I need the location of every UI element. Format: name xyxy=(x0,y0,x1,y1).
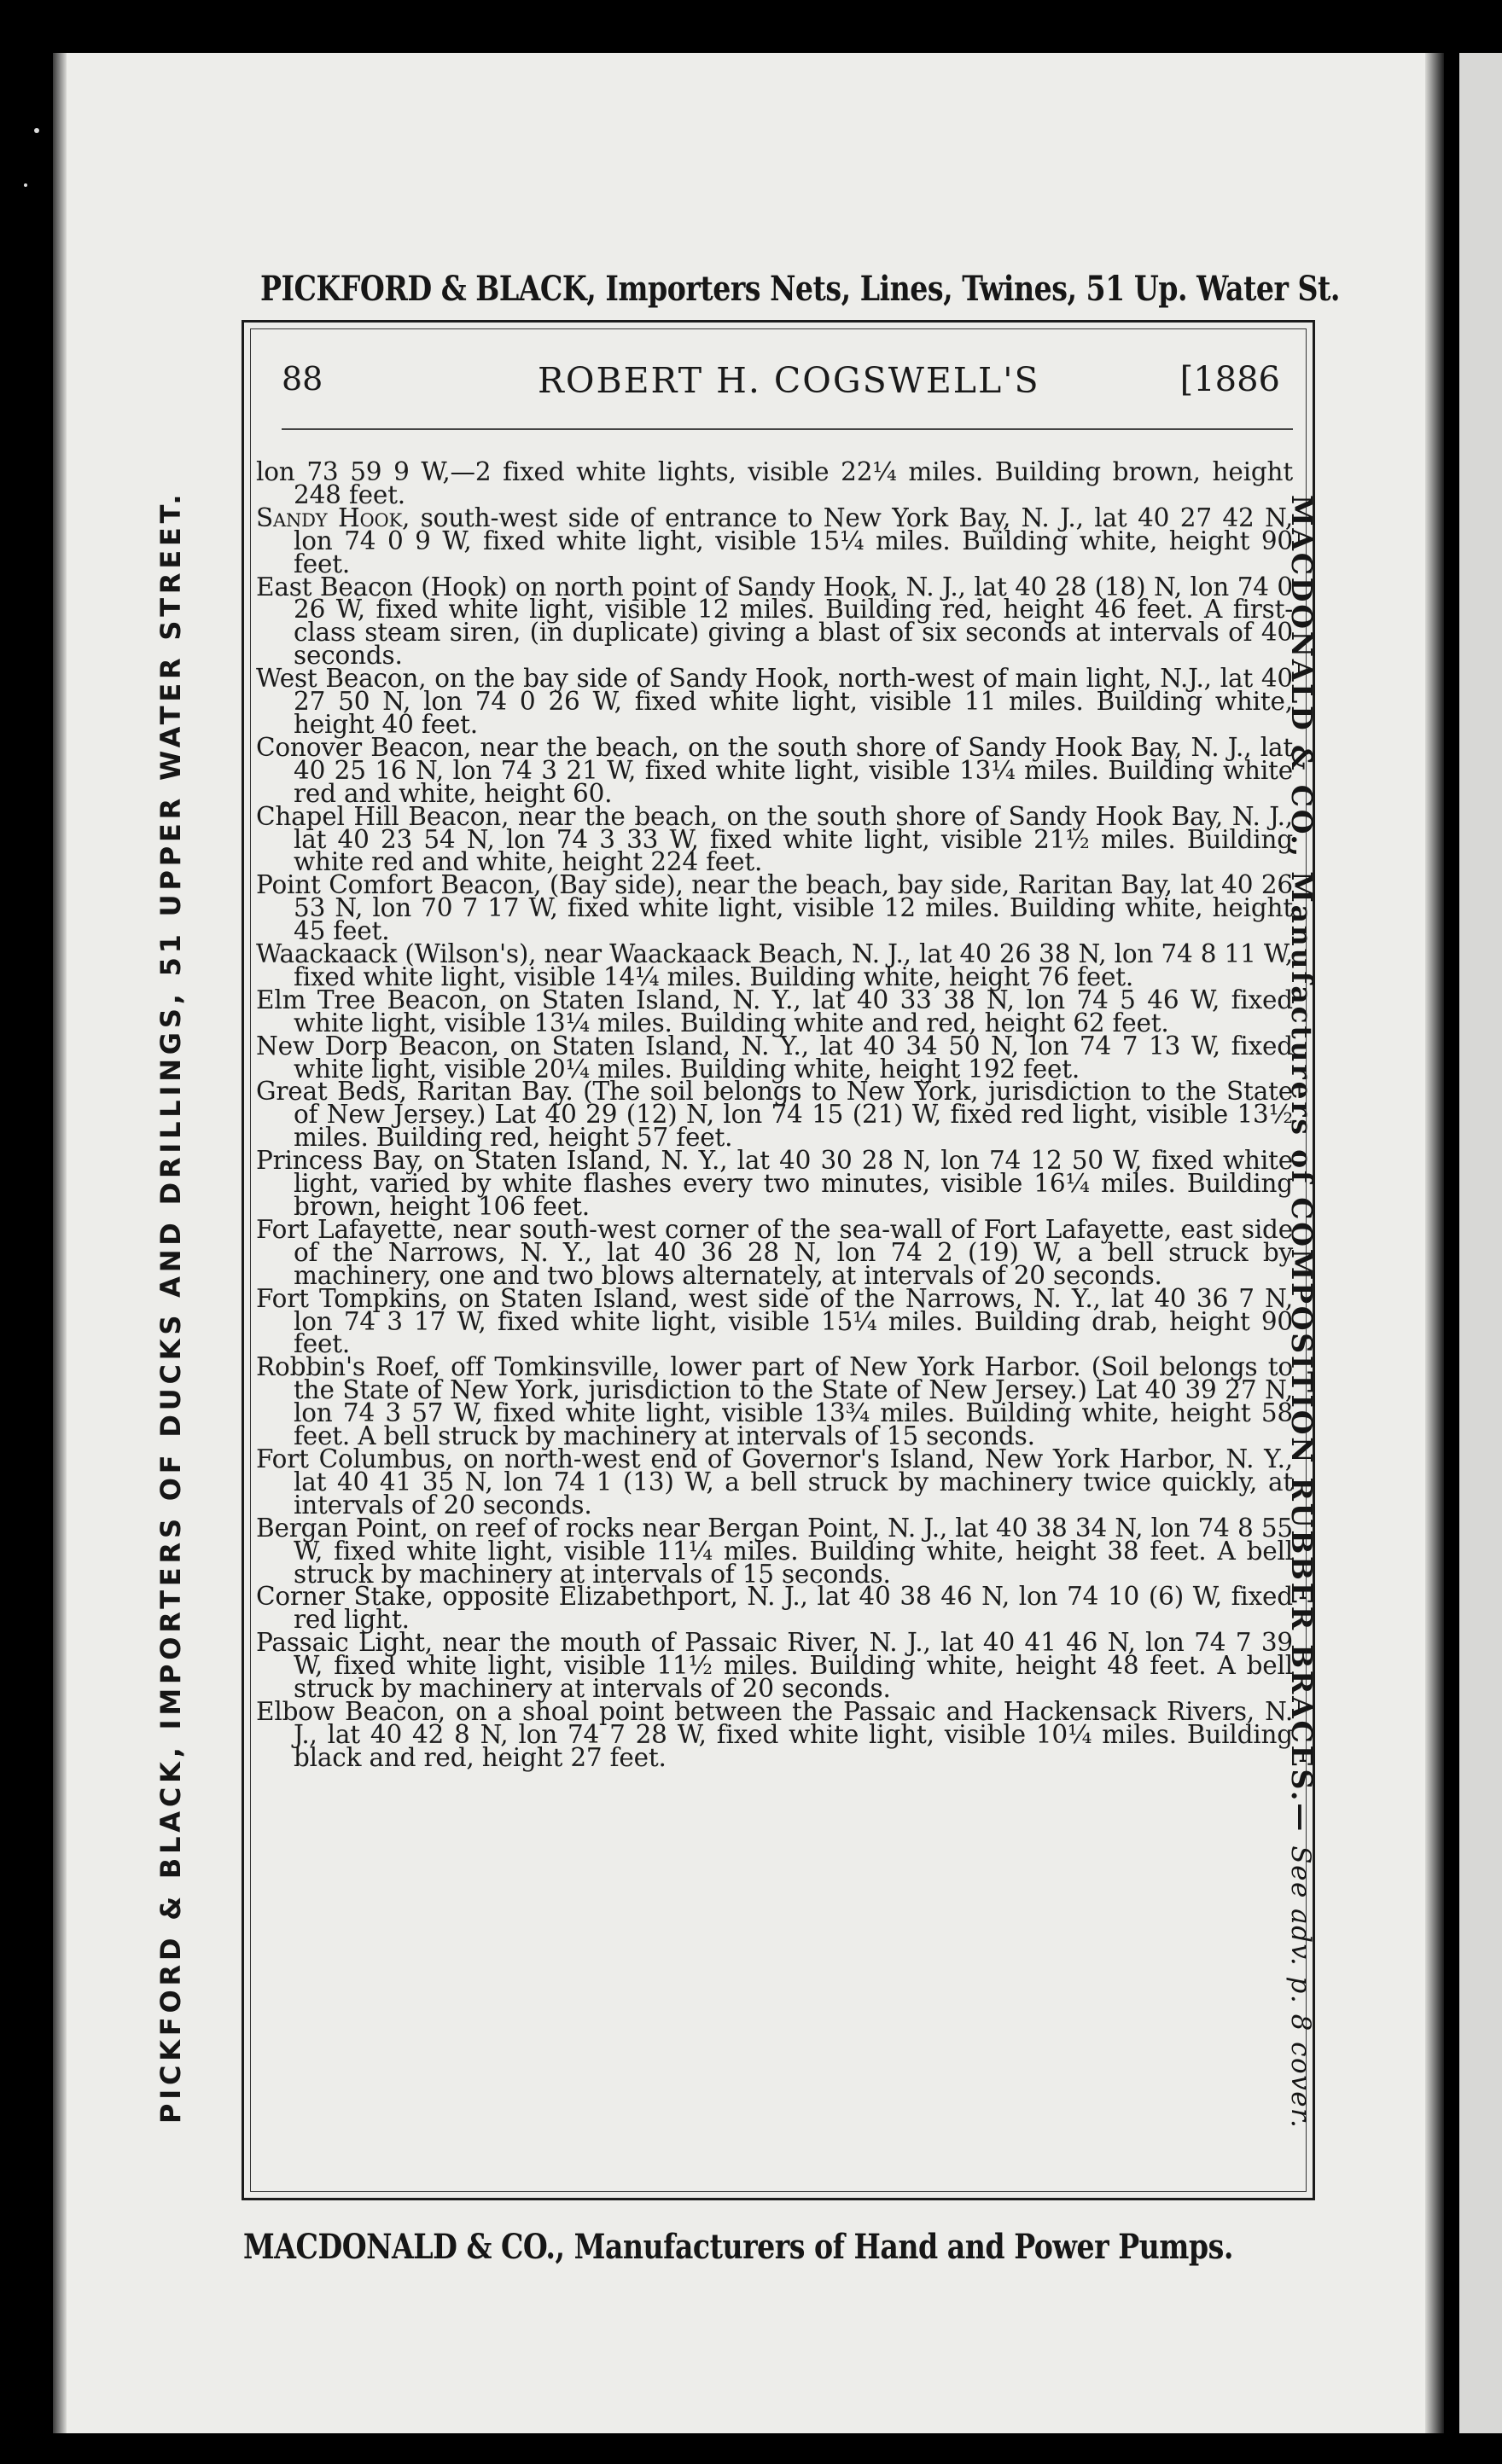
list-item: Conover Beacon, near the beach, on the south shore of Sandy Hook Bay, N. J., lat 40 25 16 N, lon 74 3 21 W, fixed white light, visible 13¼ miles. Building white red and white, height 60. xyxy=(256,732,1293,808)
right-side-ad-note: See adv. p. 8 cover. xyxy=(1285,1845,1316,2130)
list-item: Bergan Point, on reef of rocks near Bergan Point, N. J., lat 40 38 34 N, lon 74 8 55 W, fixed white light, visible 11¼ miles. Building white, height 38 feet. A bell struck by machinery at intervals of 15 seconds. xyxy=(256,1513,1293,1589)
list-item: Sandy Hook, south-west side of entrance to New York Bay, N. J., lat 40 27 42 N, lon 74 0 9 W, fixed white light, visible 15¼ miles. Building white, height 90 feet. xyxy=(256,503,1293,578)
page-edge-shadow-left xyxy=(53,53,67,2433)
list-item: West Beacon, on the bay side of Sandy Hook, north-west of main light, N.J., lat 40 27 50 N, lon 74 0 26 W, fixed white light, visible 11 miles. Building white, height 40 feet. xyxy=(256,664,1293,739)
running-header xyxy=(282,360,1289,411)
lighthouse-list xyxy=(256,457,1293,1772)
scan-speck xyxy=(24,183,27,187)
list-item: Passaic Light, near the mouth of Passaic River, N. J., lat 40 41 46 N, lon 74 7 39 W, fixed white light, visible 11½ miles. Building white, height 48 feet. A bell struck by machinery at intervals of 20 seconds. xyxy=(256,1628,1293,1704)
list-item: Fort Tompkins, on Staten Island, west side of the Narrows, N. Y., lat 40 36 7 N, lon 74 3 17 W, fixed white light, visible 15¼ miles. Building drab, height 90 feet. xyxy=(256,1283,1293,1359)
list-item: Fort Lafayette, near south-west corner of the sea-wall of Fort Lafayette, east side of the Narrows, N. Y., lat 40 36 28 N, lon 74 2 (19) W, a bell struck by machinery, one and two blows alternately, at intervals of 20 seconds. xyxy=(256,1214,1293,1290)
list-item: Corner Stake, opposite Elizabethport, N. J., lat 40 38 46 N, lon 74 10 (6) W, fixed red light. xyxy=(256,1582,1293,1635)
list-item: Elbow Beacon, on a shoal point between the Passaic and Hackensack Rivers, N. J., lat 40 42 8 N, lon 74 7 28 W, fixed white light, visible 10¼ miles. Building black and red, height 27 feet. xyxy=(256,1696,1293,1772)
top-advertisement: PICKFORD & BLACK, Importers Nets, Lines, Twines, 51 Up. Water St. xyxy=(260,269,1340,309)
list-item: lon 73 59 9 W,—2 fixed white lights, visible 22¼ miles. Building brown, height 248 feet. xyxy=(256,457,1293,509)
list-item: Princess Bay, on Staten Island, N. Y., lat 40 30 28 N, lon 74 12 50 W, fixed white light, varied by white flashes every two minutes, visible 16¼ miles. Building brown, height 106 feet. xyxy=(256,1146,1293,1221)
left-side-advertisement: PICKFORD & BLACK, IMPORTERS OF DUCKS AND DRILLINGS, 51 UPPER WATER STREET. xyxy=(154,490,187,2124)
list-item: Great Beds, Raritan Bay. (The soil belongs to New York, jurisdiction to the State of New Jersey.) Lat 40 29 (12) N, lon 74 15 (21) W, fixed red light, visible 13½ miles. Building red, height 57 feet. xyxy=(256,1077,1293,1153)
scan-speck xyxy=(34,128,39,133)
list-item: East Beacon (Hook) on north point of Sandy Hook, N. J., lat 40 28 (18) N, lon 74 0 26 W, fixed white light, visible 12 miles. Building red, height 46 feet. A first-class steam siren, (in duplicate) giving a blast of six seconds at intervals of 40 seconds. xyxy=(256,572,1293,671)
page-year: [1886 xyxy=(1179,360,1280,399)
page-number: 88 xyxy=(282,360,323,398)
list-item: Fort Columbus, on north-west end of Governor's Island, New York Harbor, N. Y., lat 40 41 35 N, lon 74 1 (13) W, a bell struck by machinery twice quickly, at intervals of 20 seconds. xyxy=(256,1444,1293,1520)
next-page-edge xyxy=(1459,53,1502,2433)
list-item: Elm Tree Beacon, on Staten Island, N. Y., lat 40 33 38 N, lon 74 5 46 W, fixed white light, visible 13¼ miles. Building white and red, height 62 feet. xyxy=(256,985,1293,1037)
list-item: Chapel Hill Beacon, near the beach, on the south shore of Sandy Hook Bay, N. J., lat 40 23 54 N, lon 74 3 33 W, fixed white light, visible 21½ miles. Building white red and white, height 224 feet. xyxy=(256,801,1293,877)
header-rule xyxy=(282,428,1293,430)
list-item: Point Comfort Beacon, (Bay side), near the beach, bay side, Raritan Bay, lat 40 26 53 N, lon 70 7 17 W, fixed white light, visible 12 miles. Building white, height 45 feet. xyxy=(256,870,1293,946)
right-side-ad-main: MACDONALD & CO., Manufacturers of COMPOSITION RUBBER BRACES.— xyxy=(1285,495,1319,1834)
list-item: Waackaack (Wilson's), near Waackaack Beach, N. J., lat 40 26 38 N, lon 74 8 11 W, fixed white light, visible 14¼ miles. Building white, height 76 feet. xyxy=(256,939,1293,991)
page-edge-shadow-right xyxy=(1425,53,1444,2433)
list-item: New Dorp Beacon, on Staten Island, N. Y., lat 40 34 50 N, lon 74 7 13 W, fixed white light, visible 20¼ miles. Building white, height 192 feet. xyxy=(256,1031,1293,1084)
list-item: Robbin's Roef, off Tomkinsville, lower part of New York Harbor. (Soil belongs to the State of New York, jurisdiction to the State of New Jersey.) Lat 40 39 27 N, lon 74 3 57 W, fixed white light, visible 13¾ miles. Building white, height 58 feet. A bell struck by machinery at intervals of 15 seconds. xyxy=(256,1352,1293,1451)
page-title: ROBERT H. COGSWELL'S xyxy=(538,360,1040,401)
bottom-advertisement: MACDONALD & CO., Manufacturers of Hand and Power Pumps. xyxy=(243,2227,1233,2267)
